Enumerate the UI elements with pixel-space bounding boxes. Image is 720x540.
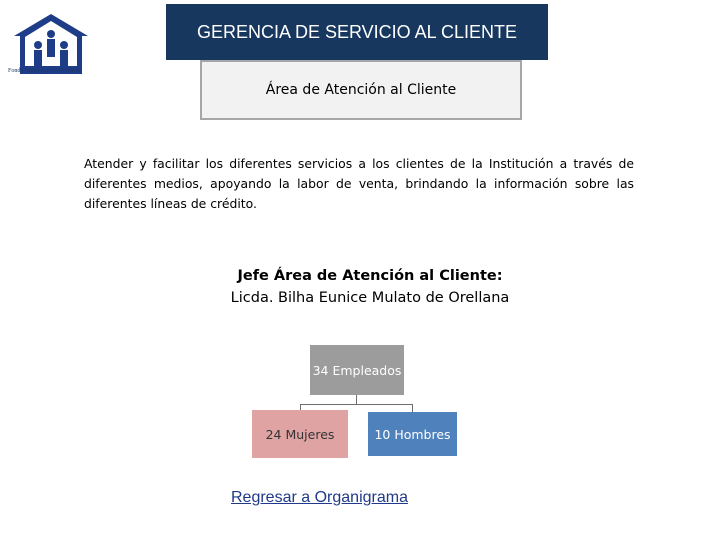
chief-name: Licda. Bilha Eunice Mulato de Orellana bbox=[230, 290, 510, 306]
section-title-box bbox=[200, 60, 522, 120]
women-label: 24 Mujeres bbox=[265, 426, 335, 442]
page-title: GERENCIA DE SERVICIO AL CLIENTE bbox=[196, 21, 518, 42]
men-box bbox=[368, 412, 457, 456]
logo-caption: Fondo Social para la Vivienda bbox=[8, 68, 81, 74]
connector-horizontal bbox=[300, 404, 413, 405]
section-title: Área de Atención al Cliente bbox=[265, 82, 457, 98]
area-description: Atender y facilitar los diferentes servicios a los clientes de la Institución a través de diferentes medios, apoyando la labor de venta, brindando la información sobre las diferentes líneas de crédito. bbox=[84, 156, 634, 211]
chief-block bbox=[180, 265, 560, 309]
women-box bbox=[252, 410, 348, 458]
total-employees-box bbox=[310, 345, 404, 395]
page-header bbox=[166, 4, 548, 60]
connector-vertical-main bbox=[356, 395, 357, 404]
chief-title: Jefe Área de Atención al Cliente: bbox=[237, 268, 503, 284]
men-label: 10 Hombres bbox=[374, 426, 451, 442]
total-employees-label: 34 Empleados bbox=[312, 362, 402, 378]
back-to-org-chart-link[interactable]: Regresar a Organigrama bbox=[231, 489, 408, 506]
connector-right bbox=[412, 404, 413, 412]
